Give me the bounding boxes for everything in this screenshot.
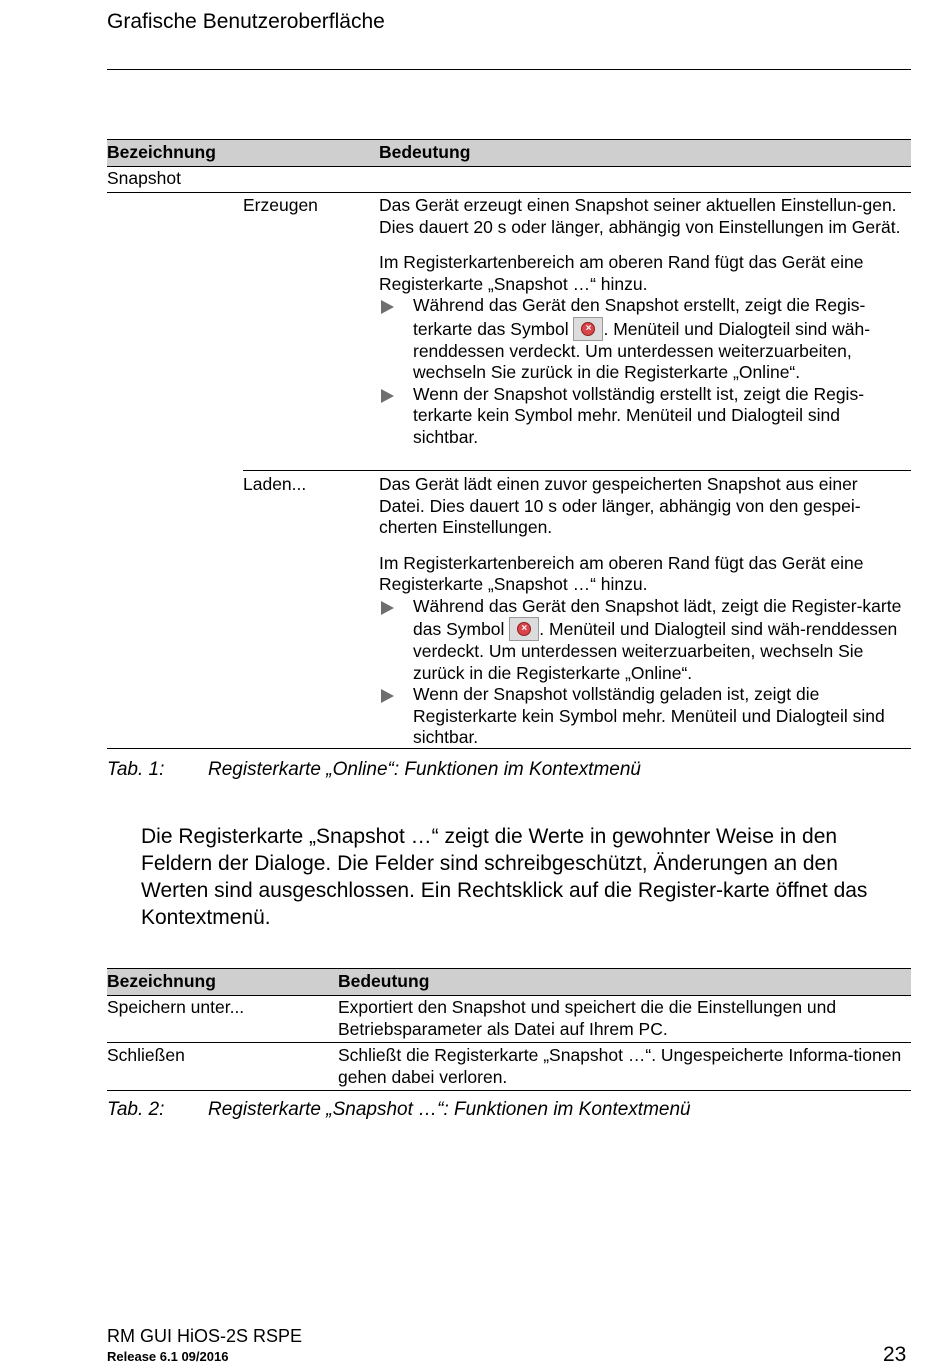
- bullet-item: [379, 295, 907, 384]
- footer-release: Release 6.1 09/2016: [107, 1349, 229, 1364]
- table1-col2-header: Bedeutung: [379, 142, 471, 162]
- table2-row-description: Schließt die Registerkarte „Snapshot …“. Ungespeicherte Informa-tionen gehen dabei verloren.: [338, 1045, 902, 1087]
- table2-col2-header: Bedeutung: [338, 971, 430, 991]
- table2-caption-text: Registerkarte „Snapshot …“: Funktionen im Kontextmenü: [208, 1099, 691, 1120]
- description-paragraph: Das Gerät lädt einen zuvor gespeicherten Snapshot aus einer Datei. Dies dauert 10 s oder länger, abhängig von den gespei-cherten Einstellungen.: [379, 474, 861, 537]
- table1-group-label: Snapshot: [107, 168, 181, 188]
- table1-row-name: Erzeugen: [243, 195, 318, 215]
- table1-row-description: [379, 474, 907, 749]
- table1-bottom-rule: [107, 748, 911, 749]
- error-circle-icon: ×: [573, 317, 603, 341]
- table1-caption-text: Registerkarte „Online“: Funktionen im Kontextmenü: [208, 759, 641, 780]
- description-paragraph: Im Registerkartenbereich am oberen Rand fügt das Gerät eine Registerkarte „Snapshot …“ hinzu.: [379, 552, 864, 594]
- bullet-item: [379, 384, 907, 449]
- triangle-right-icon: [381, 601, 394, 615]
- description-paragraph: Im Registerkartenbereich am oberen Rand fügt das Gerät eine Registerkarte „Snapshot …“ hinzu.: [379, 252, 864, 294]
- bullet-text-start: Während das Gerät den Snapshot erstellt, zeigt die Regis-terkarte das Symbol: [413, 295, 866, 339]
- bullet-text-start: Während das Gerät den Snapshot lädt, zeigt die Register-karte das Symbol: [413, 595, 902, 639]
- bullet-text-end: . Menüteil und Dialogteil sind wäh-renddessen verdeckt. Um unterdessen weiterzuarbeiten, wechseln Sie zurück in die Registerkarte „Online“.: [413, 318, 871, 382]
- triangle-right-icon: [381, 300, 394, 314]
- body-paragraph: Die Registerkarte „Snapshot …“ zeigt die Werte in gewohnter Weise in den Feldern der Dialoge. Die Felder sind schreibgeschützt, Änderungen an den Werten sind ausgeschlossen. Ein Rechtsklick auf die Register-karte öffnet das Kontextmenü.: [141, 825, 868, 929]
- bullet-text: Wenn der Snapshot vollständig geladen ist, zeigt die Registerkarte kein Symbol mehr. Menüteil und Dialogteil sind sichtbar.: [413, 684, 885, 747]
- table2-row-divider: [107, 1042, 911, 1043]
- bullet-item: [379, 596, 907, 685]
- description-paragraph: Das Gerät erzeugt einen Snapshot seiner aktuellen Einstellun-gen. Dies dauert 20 s oder länger, abhängig von Einstellungen im Gerät.: [379, 195, 901, 237]
- table1-group-divider: [107, 192, 911, 193]
- triangle-right-icon: [381, 389, 394, 403]
- table2-row-name: Schließen: [107, 1045, 185, 1065]
- table1-header-row: [107, 139, 911, 167]
- table1-row-name: Laden...: [243, 474, 307, 494]
- table2-col1-header: Bezeichnung: [107, 971, 216, 991]
- page-number: 23: [883, 1343, 907, 1366]
- triangle-right-icon: [381, 689, 394, 703]
- table2-header-row: [107, 968, 911, 996]
- footer-document-title: RM GUI HiOS-2S RSPE: [107, 1326, 303, 1346]
- table2-bottom-rule: [107, 1090, 911, 1091]
- table1-col1-header: Bezeichnung: [107, 142, 216, 162]
- table1-caption-number: Tab. 1:: [107, 759, 165, 780]
- bullet-text-end: . Menüteil und Dialogteil sind wäh-renddessen verdeckt. Um unterdessen weiterzuarbeiten, wechseln Sie zurück in die Registerkarte „Online“.: [413, 619, 898, 683]
- bullet-item: [379, 684, 907, 749]
- error-circle-icon: ×: [509, 617, 539, 641]
- table1-row-description: [379, 195, 907, 448]
- header-divider: [107, 69, 911, 70]
- table1-row-divider: [243, 470, 911, 471]
- page-header-title: Grafische Benutzeroberfläche: [107, 10, 385, 33]
- table2-row-description: Exportiert den Snapshot und speichert die die Einstellungen und Betriebsparameter als Datei auf Ihrem PC.: [338, 997, 837, 1039]
- bullet-text: Wenn der Snapshot vollständig erstellt ist, zeigt die Regis-terkarte kein Symbol mehr. Menüteil und Dialogteil sind sichtbar.: [413, 383, 865, 447]
- table2-caption-number: Tab. 2:: [107, 1099, 165, 1120]
- table2-row-name: Speichern unter...: [107, 997, 245, 1017]
